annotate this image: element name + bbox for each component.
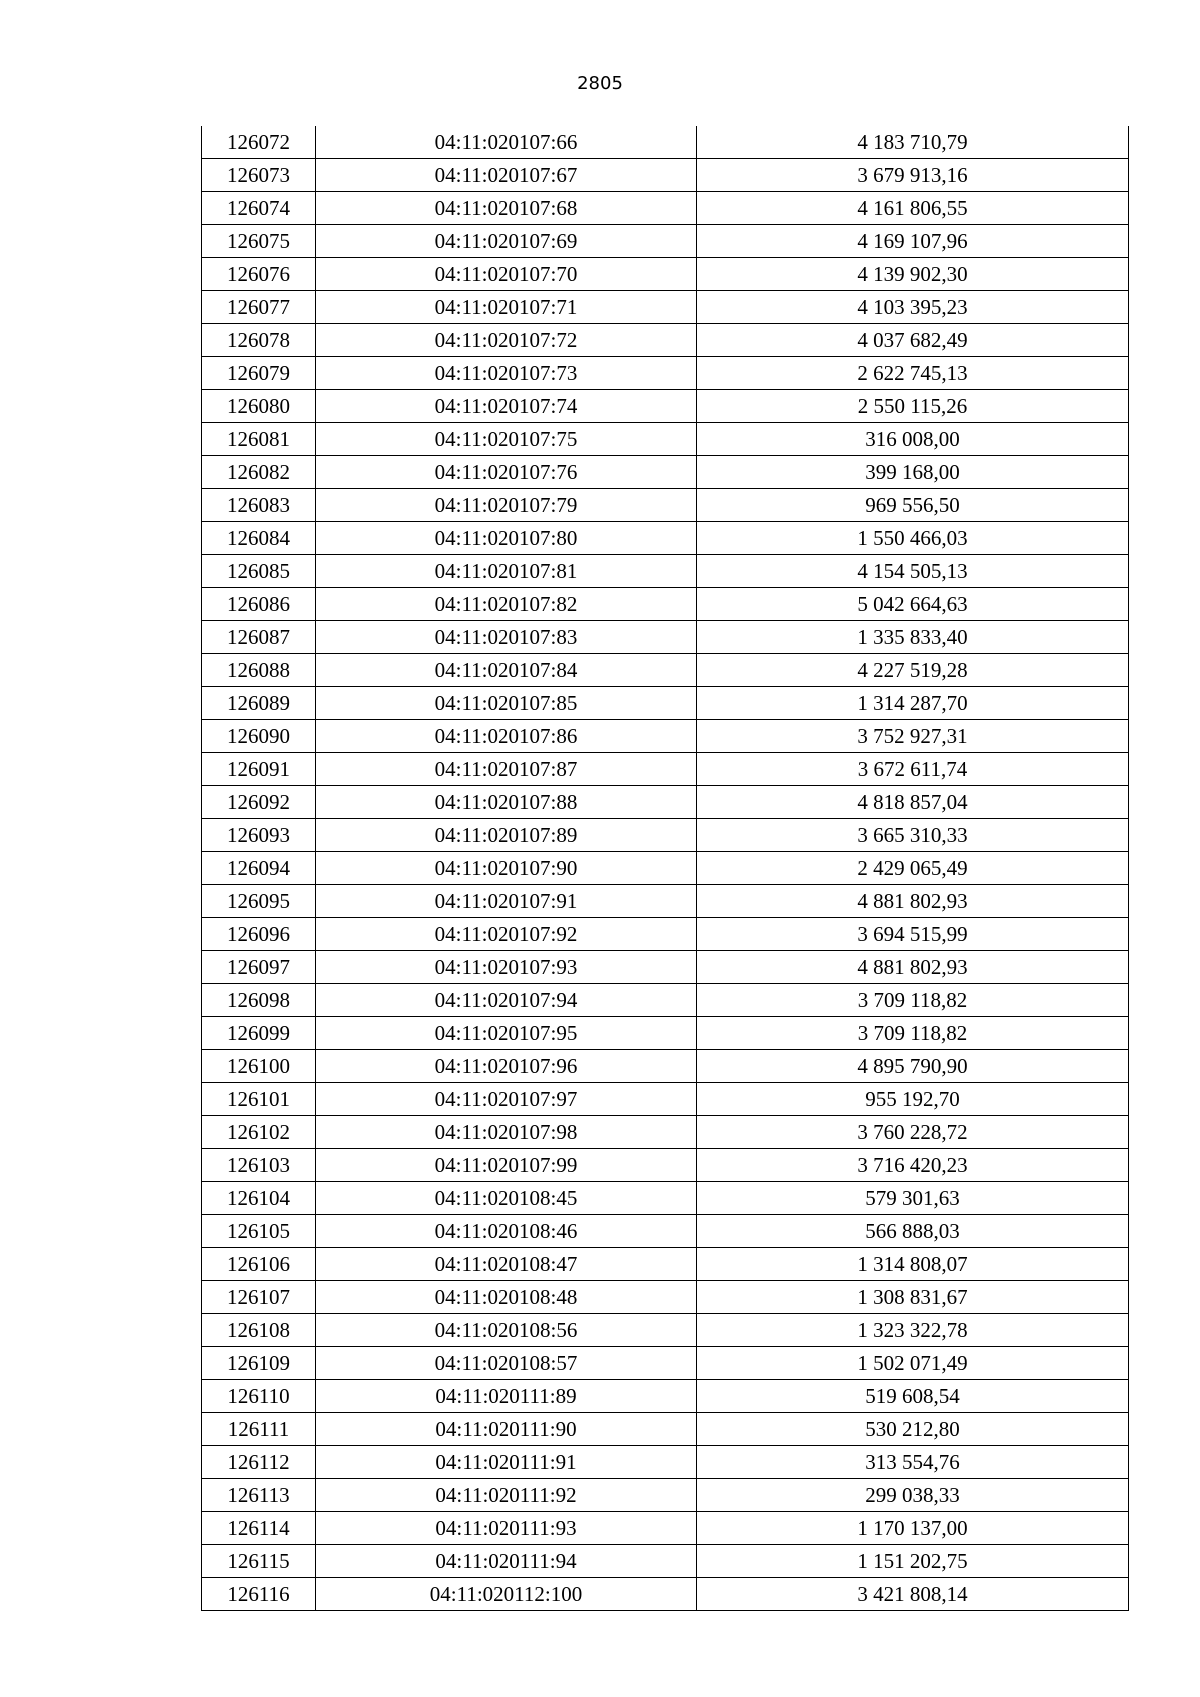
- cadastral-value-cell: 4 169 107,96: [697, 225, 1129, 258]
- row-number-cell: 126107: [202, 1281, 316, 1314]
- cadastral-value-cell: 5 042 664,63: [697, 588, 1129, 621]
- row-number-cell: 126074: [202, 192, 316, 225]
- row-number-cell: 126079: [202, 357, 316, 390]
- cadastral-value-cell: 4 103 395,23: [697, 291, 1129, 324]
- row-number-cell: 126097: [202, 951, 316, 984]
- cadastral-number-cell: 04:11:020107:86: [316, 720, 697, 753]
- cadastral-value-cell: 955 192,70: [697, 1083, 1129, 1116]
- cadastral-value-cell: 1 550 466,03: [697, 522, 1129, 555]
- table-row: [202, 1512, 1129, 1545]
- cadastral-number-cell: 04:11:020107:69: [316, 225, 697, 258]
- table-row: [202, 258, 1129, 291]
- table-row: [202, 159, 1129, 192]
- row-number-cell: 126112: [202, 1446, 316, 1479]
- cadastral-number-cell: 04:11:020107:68: [316, 192, 697, 225]
- table-row: [202, 1545, 1129, 1578]
- table-row: [202, 390, 1129, 423]
- cadastral-number-cell: 04:11:020107:79: [316, 489, 697, 522]
- cadastral-value-cell: 3 709 118,82: [697, 1017, 1129, 1050]
- cadastral-value-cell: 3 709 118,82: [697, 984, 1129, 1017]
- cadastral-number-cell: 04:11:020107:80: [316, 522, 697, 555]
- table-row: [202, 1182, 1129, 1215]
- cadastral-value-cell: 3 752 927,31: [697, 720, 1129, 753]
- cadastral-number-cell: 04:11:020107:88: [316, 786, 697, 819]
- cadastral-number-cell: 04:11:020107:66: [316, 126, 697, 159]
- table-row: [202, 357, 1129, 390]
- row-number-cell: 126073: [202, 159, 316, 192]
- table-row: [202, 753, 1129, 786]
- cadastral-value-cell: 4 183 710,79: [697, 126, 1129, 159]
- table-row: [202, 720, 1129, 753]
- cadastral-number-cell: 04:11:020108:57: [316, 1347, 697, 1380]
- row-number-cell: 126082: [202, 456, 316, 489]
- cadastral-number-cell: 04:11:020107:71: [316, 291, 697, 324]
- cadastral-number-cell: 04:11:020107:72: [316, 324, 697, 357]
- cadastral-value-cell: 4 154 505,13: [697, 555, 1129, 588]
- cadastral-value-cell: 530 212,80: [697, 1413, 1129, 1446]
- row-number-cell: 126096: [202, 918, 316, 951]
- cadastral-value-cell: 3 665 310,33: [697, 819, 1129, 852]
- row-number-cell: 126103: [202, 1149, 316, 1182]
- row-number-cell: 126113: [202, 1479, 316, 1512]
- table-row: [202, 1083, 1129, 1116]
- row-number-cell: 126095: [202, 885, 316, 918]
- cadastral-value-cell: 566 888,03: [697, 1215, 1129, 1248]
- cadastral-value-cell: 313 554,76: [697, 1446, 1129, 1479]
- table-row: [202, 1479, 1129, 1512]
- cadastral-number-cell: 04:11:020107:67: [316, 159, 697, 192]
- cadastral-value-cell: 3 716 420,23: [697, 1149, 1129, 1182]
- table-row: [202, 951, 1129, 984]
- row-number-cell: 126100: [202, 1050, 316, 1083]
- row-number-cell: 126072: [202, 126, 316, 159]
- cadastral-number-cell: 04:11:020107:75: [316, 423, 697, 456]
- cadastral-number-cell: 04:11:020107:82: [316, 588, 697, 621]
- row-number-cell: 126093: [202, 819, 316, 852]
- cadastral-number-cell: 04:11:020107:83: [316, 621, 697, 654]
- cadastral-value-cell: 3 679 913,16: [697, 159, 1129, 192]
- cadastral-value-cell: 4 161 806,55: [697, 192, 1129, 225]
- cadastral-value-cell: 519 608,54: [697, 1380, 1129, 1413]
- table-row: [202, 291, 1129, 324]
- cadastral-number-cell: 04:11:020111:94: [316, 1545, 697, 1578]
- cadastral-number-cell: 04:11:020107:91: [316, 885, 697, 918]
- row-number-cell: 126076: [202, 258, 316, 291]
- cadastral-number-cell: 04:11:020107:97: [316, 1083, 697, 1116]
- cadastral-number-cell: 04:11:020107:81: [316, 555, 697, 588]
- table-row: [202, 819, 1129, 852]
- table-row: [202, 192, 1129, 225]
- table-row: [202, 1578, 1129, 1611]
- cadastral-value-cell: 4 818 857,04: [697, 786, 1129, 819]
- row-number-cell: 126098: [202, 984, 316, 1017]
- table-row: [202, 423, 1129, 456]
- table-row: [202, 687, 1129, 720]
- table-row: [202, 918, 1129, 951]
- cadastral-value-cell: 3 672 611,74: [697, 753, 1129, 786]
- table-row: [202, 1347, 1129, 1380]
- row-number-cell: 126083: [202, 489, 316, 522]
- cadastral-number-cell: 04:11:020108:47: [316, 1248, 697, 1281]
- cadastral-value-cell: 299 038,33: [697, 1479, 1129, 1512]
- cadastral-value-cell: 4 895 790,90: [697, 1050, 1129, 1083]
- row-number-cell: 126104: [202, 1182, 316, 1215]
- cadastral-number-cell: 04:11:020107:84: [316, 654, 697, 687]
- row-number-cell: 126092: [202, 786, 316, 819]
- table-row: [202, 324, 1129, 357]
- row-number-cell: 126101: [202, 1083, 316, 1116]
- table-row: [202, 555, 1129, 588]
- page-number: 2805: [577, 73, 623, 94]
- row-number-cell: 126094: [202, 852, 316, 885]
- cadastral-value-cell: 316 008,00: [697, 423, 1129, 456]
- cadastral-number-cell: 04:11:020108:48: [316, 1281, 697, 1314]
- cadastral-number-cell: 04:11:020111:91: [316, 1446, 697, 1479]
- cadastral-number-cell: 04:11:020111:93: [316, 1512, 697, 1545]
- cadastral-value-cell: 3 421 808,14: [697, 1578, 1129, 1611]
- cadastral-number-cell: 04:11:020107:98: [316, 1116, 697, 1149]
- table-row: [202, 885, 1129, 918]
- table-row: [202, 1314, 1129, 1347]
- row-number-cell: 126108: [202, 1314, 316, 1347]
- cadastral-value-cell: 1 502 071,49: [697, 1347, 1129, 1380]
- cadastral-value-cell: 1 308 831,67: [697, 1281, 1129, 1314]
- table-body: [202, 126, 1129, 1611]
- cadastral-number-cell: 04:11:020107:92: [316, 918, 697, 951]
- row-number-cell: 126111: [202, 1413, 316, 1446]
- cadastral-number-cell: 04:11:020112:100: [316, 1578, 697, 1611]
- cadastral-number-cell: 04:11:020107:90: [316, 852, 697, 885]
- cadastral-number-cell: 04:11:020107:89: [316, 819, 697, 852]
- cadastral-value-cell: 1 170 137,00: [697, 1512, 1129, 1545]
- cadastral-number-cell: 04:11:020107:73: [316, 357, 697, 390]
- cadastral-value-cell: 2 550 115,26: [697, 390, 1129, 423]
- cadastral-number-cell: 04:11:020107:70: [316, 258, 697, 291]
- table-row: [202, 1446, 1129, 1479]
- cadastral-value-cell: 399 168,00: [697, 456, 1129, 489]
- row-number-cell: 126088: [202, 654, 316, 687]
- table-row: [202, 225, 1129, 258]
- row-number-cell: 126085: [202, 555, 316, 588]
- table-row: [202, 1017, 1129, 1050]
- cadastral-value-table: [201, 126, 1129, 1611]
- cadastral-value-cell: 969 556,50: [697, 489, 1129, 522]
- row-number-cell: 126102: [202, 1116, 316, 1149]
- table-row: [202, 588, 1129, 621]
- cadastral-value-cell: 4 037 682,49: [697, 324, 1129, 357]
- row-number-cell: 126091: [202, 753, 316, 786]
- row-number-cell: 126106: [202, 1248, 316, 1281]
- table-row: [202, 1413, 1129, 1446]
- cadastral-number-cell: 04:11:020107:85: [316, 687, 697, 720]
- cadastral-number-cell: 04:11:020107:94: [316, 984, 697, 1017]
- row-number-cell: 126099: [202, 1017, 316, 1050]
- table-row: [202, 1215, 1129, 1248]
- row-number-cell: 126087: [202, 621, 316, 654]
- table-row: [202, 654, 1129, 687]
- table-row: [202, 621, 1129, 654]
- cadastral-value-cell: 4 881 802,93: [697, 951, 1129, 984]
- row-number-cell: 126089: [202, 687, 316, 720]
- cadastral-number-cell: 04:11:020107:99: [316, 1149, 697, 1182]
- row-number-cell: 126080: [202, 390, 316, 423]
- cadastral-number-cell: 04:11:020107:95: [316, 1017, 697, 1050]
- table-row: [202, 1380, 1129, 1413]
- table-row: [202, 489, 1129, 522]
- cadastral-number-cell: 04:11:020107:74: [316, 390, 697, 423]
- row-number-cell: 126090: [202, 720, 316, 753]
- table-row: [202, 1149, 1129, 1182]
- row-number-cell: 126110: [202, 1380, 316, 1413]
- table-row: [202, 126, 1129, 159]
- table-row: [202, 456, 1129, 489]
- table-row: [202, 984, 1129, 1017]
- cadastral-number-cell: 04:11:020111:89: [316, 1380, 697, 1413]
- cadastral-value-cell: 1 323 322,78: [697, 1314, 1129, 1347]
- table-row: [202, 522, 1129, 555]
- cadastral-value-cell: 4 227 519,28: [697, 654, 1129, 687]
- cadastral-number-cell: 04:11:020111:90: [316, 1413, 697, 1446]
- cadastral-value-cell: 4 881 802,93: [697, 885, 1129, 918]
- cadastral-value-cell: 2 429 065,49: [697, 852, 1129, 885]
- row-number-cell: 126105: [202, 1215, 316, 1248]
- cadastral-number-cell: 04:11:020107:93: [316, 951, 697, 984]
- cadastral-number-cell: 04:11:020107:76: [316, 456, 697, 489]
- cadastral-value-cell: 1 314 808,07: [697, 1248, 1129, 1281]
- cadastral-value-cell: 1 335 833,40: [697, 621, 1129, 654]
- cadastral-value-cell: 1 151 202,75: [697, 1545, 1129, 1578]
- table-row: [202, 852, 1129, 885]
- row-number-cell: 126114: [202, 1512, 316, 1545]
- row-number-cell: 126077: [202, 291, 316, 324]
- row-number-cell: 126116: [202, 1578, 316, 1611]
- row-number-cell: 126075: [202, 225, 316, 258]
- cadastral-value-cell: 3 760 228,72: [697, 1116, 1129, 1149]
- cadastral-number-cell: 04:11:020107:96: [316, 1050, 697, 1083]
- cadastral-number-cell: 04:11:020107:87: [316, 753, 697, 786]
- table-row: [202, 1050, 1129, 1083]
- row-number-cell: 126109: [202, 1347, 316, 1380]
- row-number-cell: 126078: [202, 324, 316, 357]
- cadastral-value-cell: 4 139 902,30: [697, 258, 1129, 291]
- table-row: [202, 1116, 1129, 1149]
- row-number-cell: 126115: [202, 1545, 316, 1578]
- cadastral-value-cell: 579 301,63: [697, 1182, 1129, 1215]
- cadastral-value-cell: 2 622 745,13: [697, 357, 1129, 390]
- cadastral-number-cell: 04:11:020108:45: [316, 1182, 697, 1215]
- cadastral-number-cell: 04:11:020111:92: [316, 1479, 697, 1512]
- table-row: [202, 786, 1129, 819]
- row-number-cell: 126086: [202, 588, 316, 621]
- cadastral-value-cell: 3 694 515,99: [697, 918, 1129, 951]
- row-number-cell: 126081: [202, 423, 316, 456]
- table-row: [202, 1281, 1129, 1314]
- cadastral-value-cell: 1 314 287,70: [697, 687, 1129, 720]
- cadastral-number-cell: 04:11:020108:46: [316, 1215, 697, 1248]
- cadastral-number-cell: 04:11:020108:56: [316, 1314, 697, 1347]
- row-number-cell: 126084: [202, 522, 316, 555]
- table-row: [202, 1248, 1129, 1281]
